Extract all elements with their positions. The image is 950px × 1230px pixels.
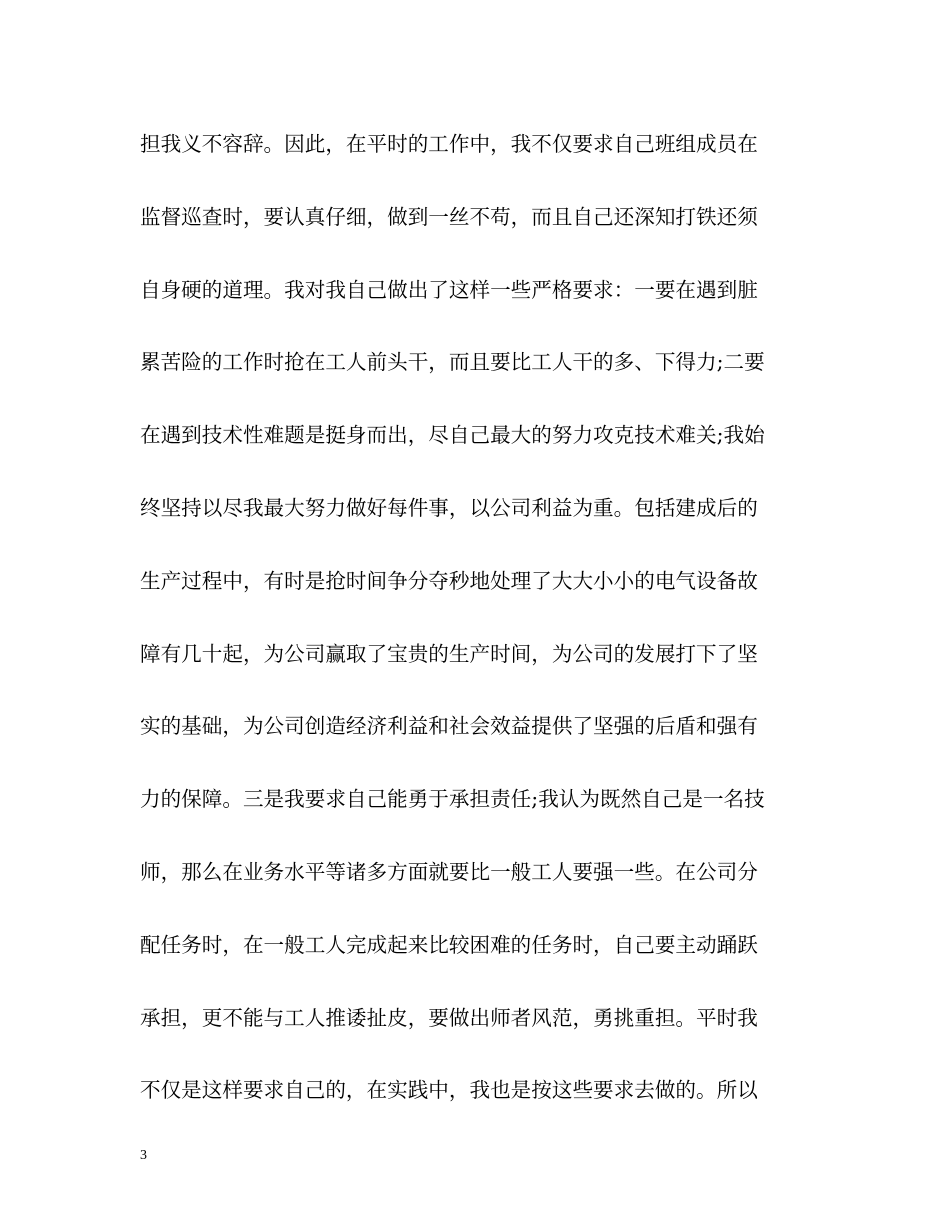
text-line: 在遇到技术性难题是挺身而出，尽自己最大的努力攻克技术难关;我始 [140,423,765,448]
text-line: 配任务时，在一般工人完成起来比较困难的任务时，自己要主动踊跃 [140,932,758,957]
text-line: 监督巡查时，要认真仔细，做到一丝不苟，而且自己还深知打铁还须 [140,204,758,229]
text-line: 承担，更不能与工人推诿扯皮，要做出师者风范，勇挑重担。平时我 [140,1005,758,1030]
text-line: 生产过程中，有时是抢时间争分夺秒地处理了大大小小的电气设备故 [140,568,758,593]
text-line: 累苦险的工作时抢在工人前头干，而且要比工人干的多、下得力;二要 [140,350,765,375]
text-line: 不仅是这样要求自己的，在实践中，我也是按这些要求去做的。所以 [140,1078,758,1103]
text-line: 力的保障。三是我要求自己能勇于承担责任;我认为既然自己是一名技 [140,787,765,812]
text-line: 实的基础，为公司创造经济利益和社会效益提供了坚强的后盾和强有 [140,714,758,739]
text-line: 障有几十起，为公司赢取了宝贵的生产时间，为公司的发展打下了坚 [140,641,758,666]
text-line: 担我义不容辞。因此，在平时的工作中，我不仅要求自己班组成员在 [140,132,758,156]
text-line: 自身硬的道理。我对我自己做出了这样一些严格要求：一要在遇到脏 [140,277,758,302]
body-paragraph [140,122,820,1141]
text-line: 终坚持以尽我最大努力做好每件事，以公司利益为重。包括建成后的 [140,495,758,520]
text-line: 师，那么在业务水平等诸多方面就要比一般工人要强一些。在公司分 [140,859,758,884]
page-number: 3 [140,1148,147,1163]
